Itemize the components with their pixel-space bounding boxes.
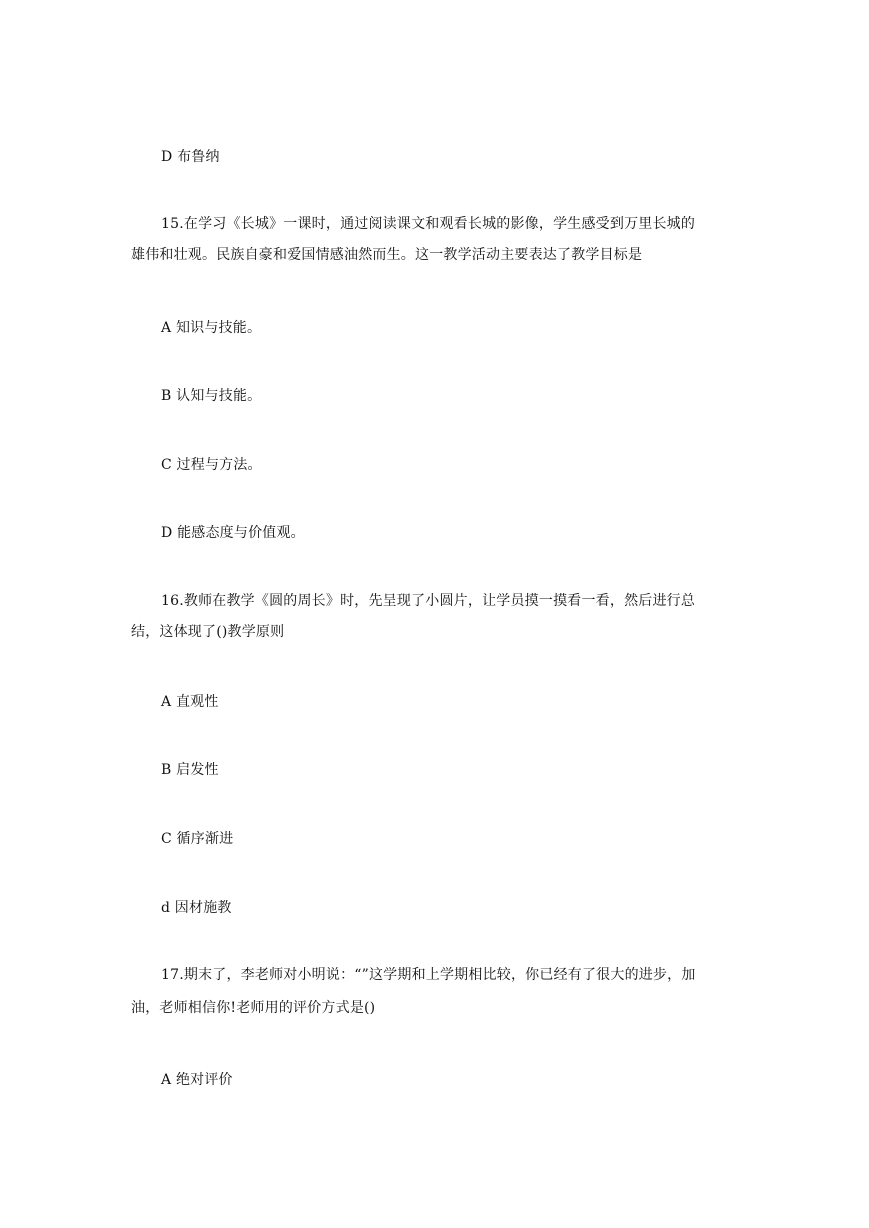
q17-option-a: A 绝对评价 (161, 1072, 233, 1088)
q16-stem-line2: 结，这体现了()教学原则 (131, 624, 285, 640)
q16-option-d: d 因材施教 (161, 900, 232, 916)
q15-option-b: B 认知与技能。 (161, 388, 262, 404)
q15-option-a: A 知识与技能。 (161, 320, 262, 336)
q15-option-c: C 过程与方法。 (161, 457, 262, 473)
q15-option-d: D 能感态度与价值观。 (161, 525, 305, 541)
q16-option-b: B 启发性 (161, 762, 219, 778)
q16-stem-line1: 16.教师在教学《圆的周长》时，先呈现了小圆片，让学员摸一摸看一看，然后进行总 (161, 593, 696, 609)
q17-stem-line2: 油，老师相信你!老师用的评价方式是() (131, 1000, 376, 1016)
q16-option-a: A 直观性 (161, 694, 219, 710)
q17-stem-line1: 17.期末了，李老师对小明说：“”这学期和上学期相比较，你已经有了很大的进步，加 (161, 967, 696, 983)
q14-option-d: D 布鲁纳 (161, 149, 220, 165)
q15-stem-line1: 15.在学习《长城》一课时，通过阅读课文和观看长城的影像，学生感受到万里长城的 (161, 216, 696, 232)
q16-option-c: C 循序渐进 (161, 831, 234, 847)
q15-stem-line2: 雄伟和壮观。民族自豪和爱国情感油然而生。这一教学活动主要表达了教学目标是 (131, 247, 643, 263)
